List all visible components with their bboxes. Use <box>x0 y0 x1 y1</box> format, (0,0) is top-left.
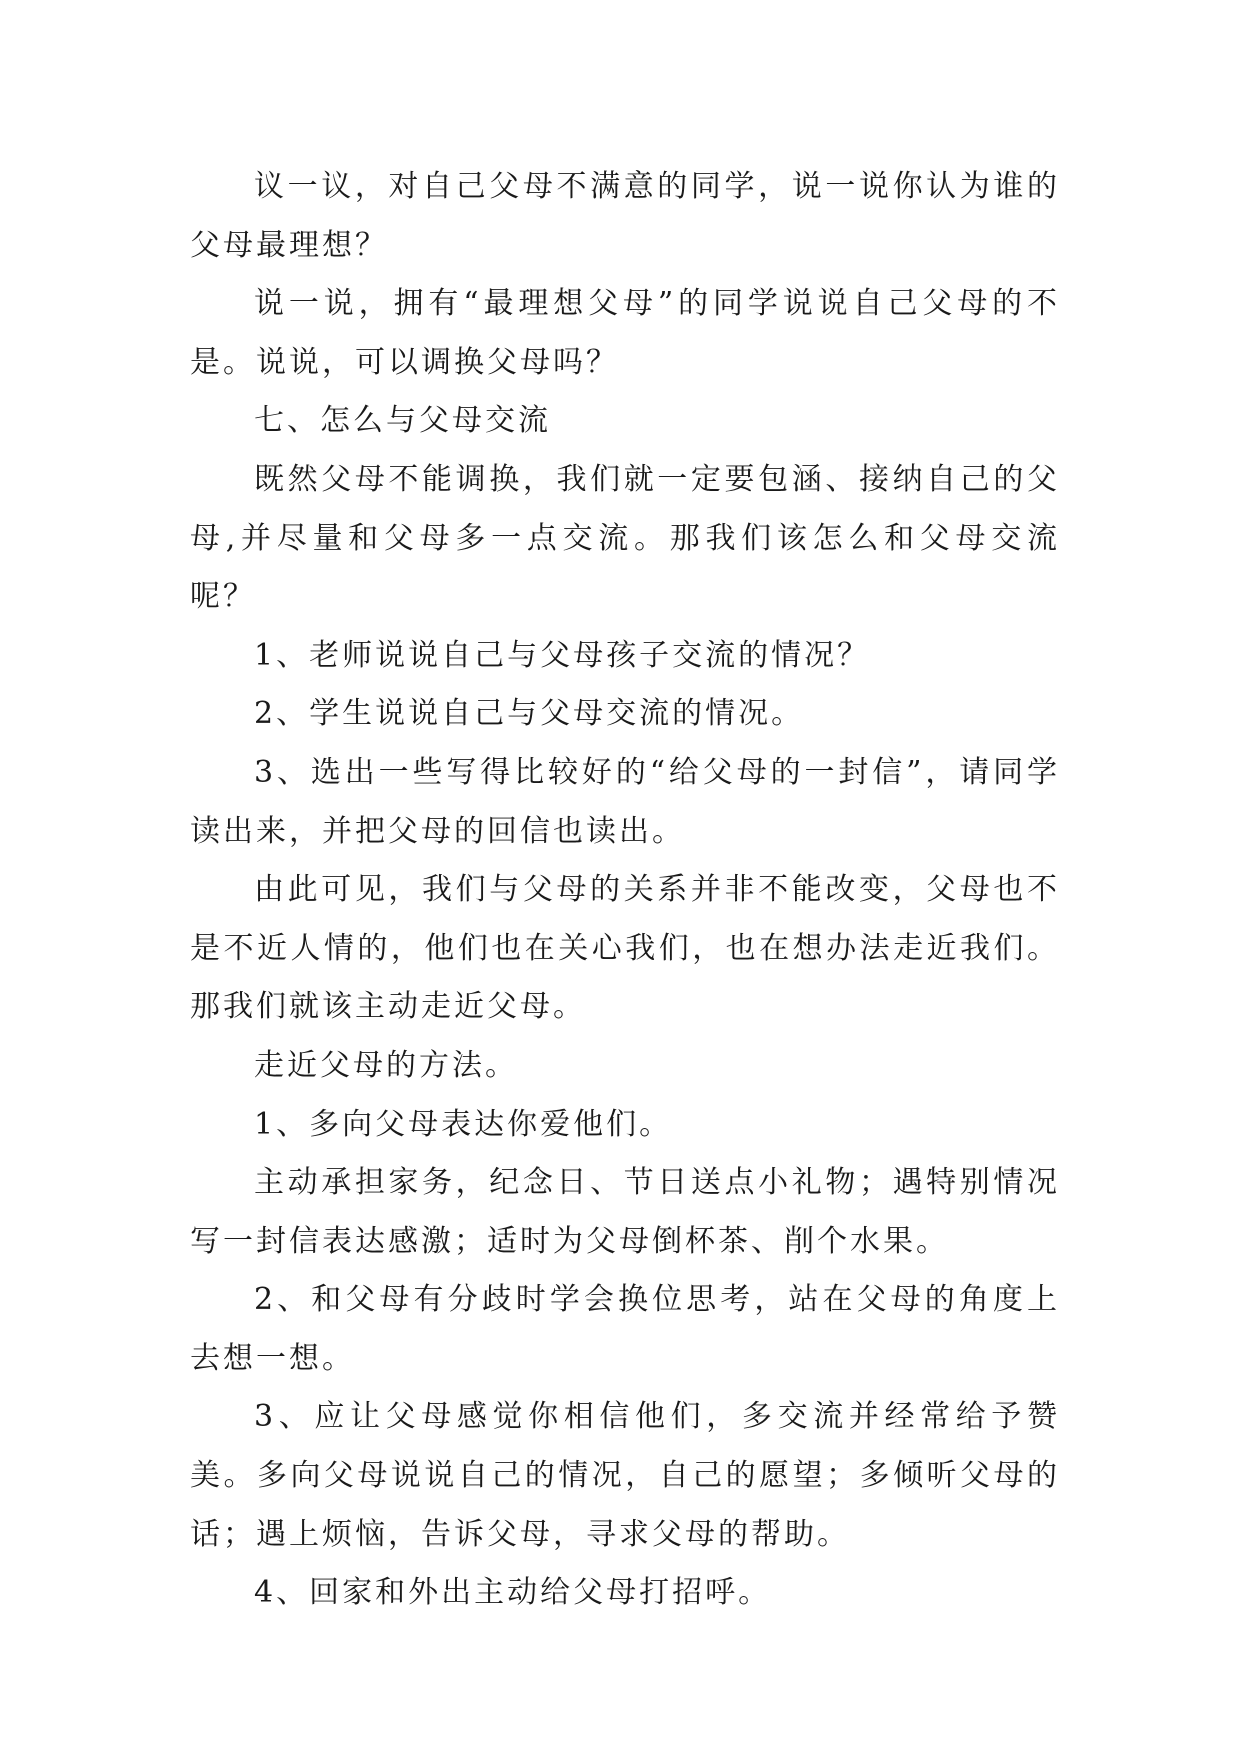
method-express-love-detail: 主动承担家务，纪念日、节日送点小礼物；遇特别情况写一封信表达感激；适时为父母倒杯茶、削个水果。 <box>190 1165 1060 1259</box>
document-page <box>190 158 1060 1623</box>
list-item-read-letters: 3、选出一些写得比较好的“给父母的一封信”，请同学读出来，并把父母的回信也读出。 <box>190 754 1060 849</box>
list-item-teacher-story: 1、老师说说自己与父母孩子交流的情况？ <box>254 637 871 673</box>
method-express-love: 1、多向父母表达你爱他们。 <box>254 1106 673 1142</box>
subheading-methods: 走近父母的方法。 <box>254 1047 518 1083</box>
paragraph-conclusion: 由此可见，我们与父母的关系并非不能改变，父母也不是不近人情的，他们也在关心我们，也在想办法走近我们。那我们就该主动走近父母。 <box>190 872 1060 1025</box>
method-trust-praise: 3、应让父母感觉你相信他们，多交流并经常给予赞美。多向父母说说自己的情况，自己的愿望；多倾听父母的话；遇上烦恼，告诉父母，寻求父母的帮助。 <box>190 1399 1060 1552</box>
method-greet-parents: 4、回家和外出主动给父母打招呼。 <box>254 1575 772 1611</box>
paragraph-accept-parents: 既然父母不能调换，我们就一定要包涵、接纳自己的父母,并尽量和父母多一点交流。那我们该怎么和父母交流呢？ <box>190 461 1060 615</box>
method-empathy: 2、和父母有分歧时学会换位思考，站在父母的角度上去想一想。 <box>190 1282 1060 1376</box>
section-heading-communicate: 七、怎么与父母交流 <box>254 403 551 439</box>
list-item-student-story: 2、学生说说自己与父母交流的情况。 <box>254 696 805 732</box>
paragraph-swap-parents: 说一说，拥有“最理想父母”的同学说说自己父母的不是。说说，可以调换父母吗？ <box>190 286 1060 380</box>
paragraph-discuss-ideal-parents: 议一议，对自己父母不满意的同学，说一说你认为谁的父母最理想？ <box>190 169 1060 263</box>
